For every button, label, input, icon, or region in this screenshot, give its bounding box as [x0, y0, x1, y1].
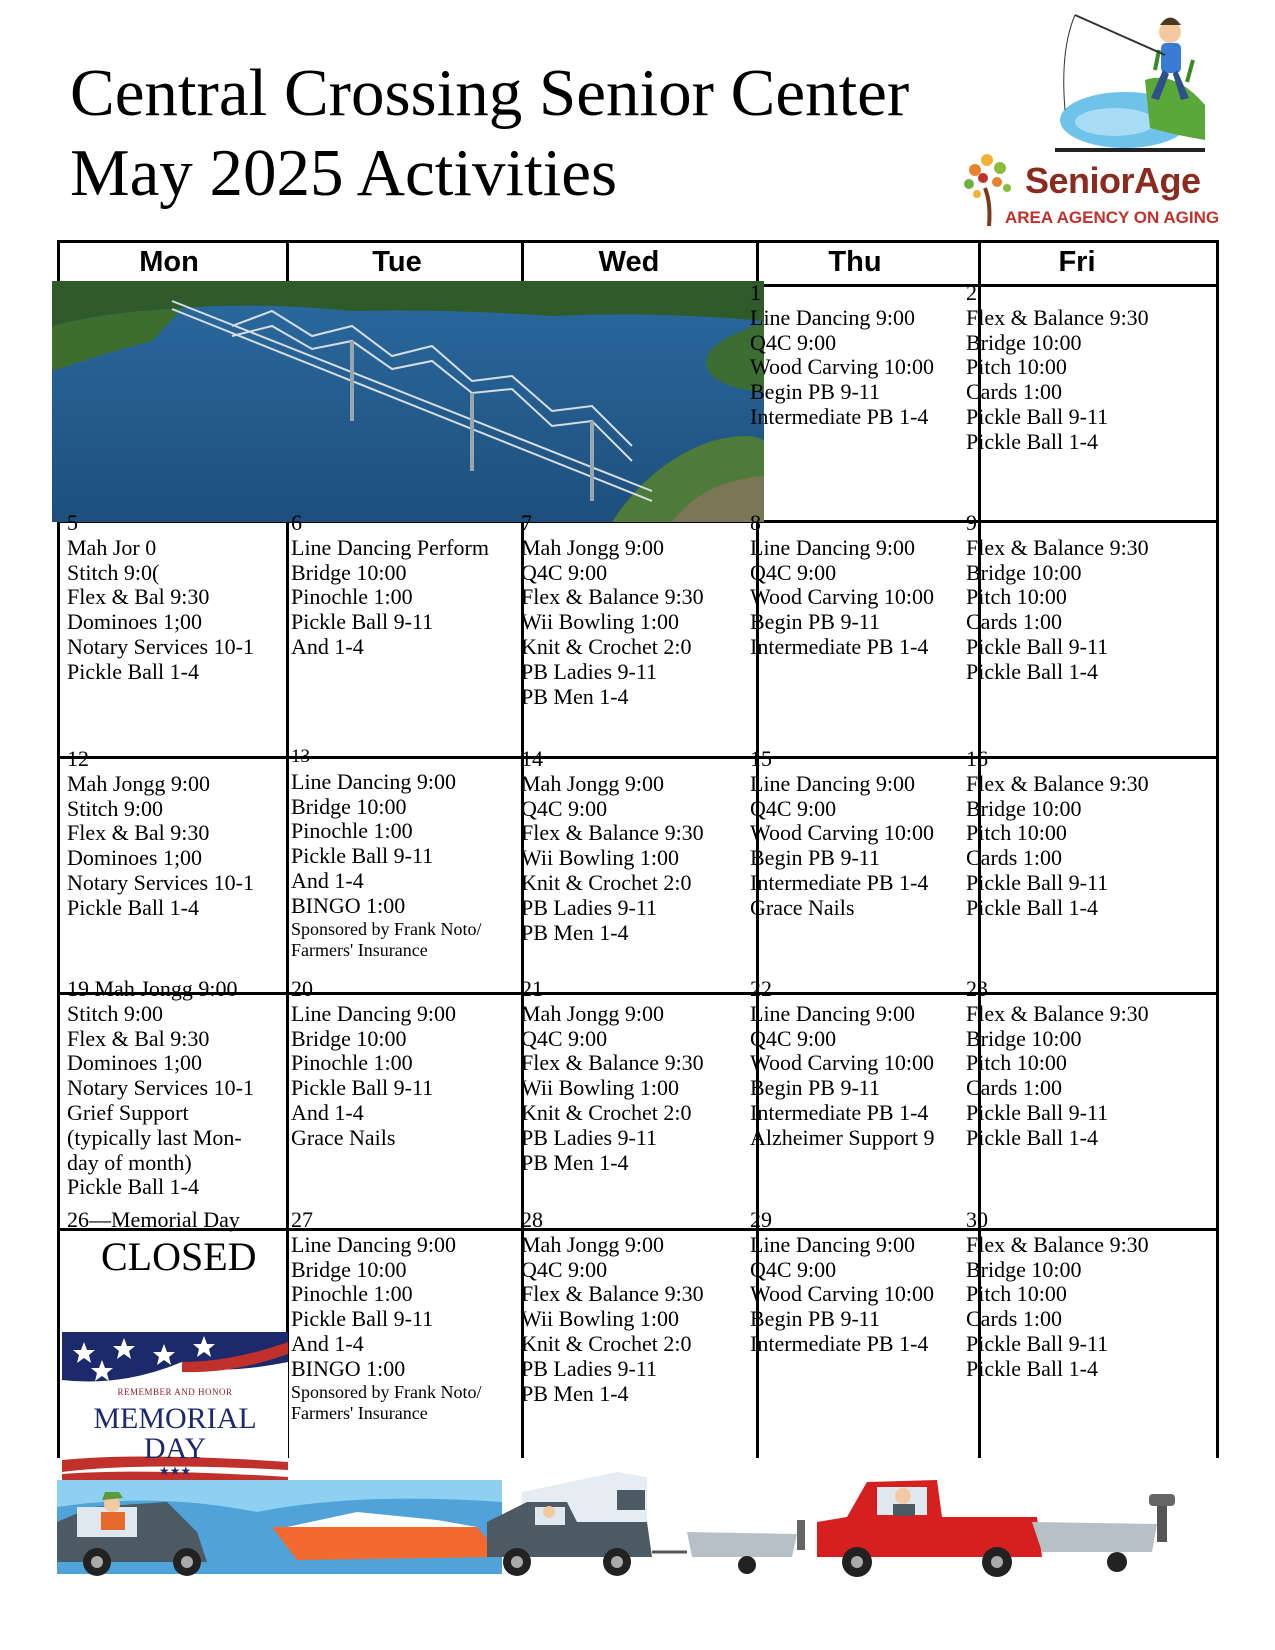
activity-item: Wood Carving 10:00 — [750, 820, 934, 846]
activity-item: PB Ladies 9-11 — [521, 1355, 658, 1381]
day-number: 15 — [750, 747, 772, 771]
activity-item: Notary Services 10-1 — [67, 633, 254, 659]
activity-item: PB Men 1-4 — [521, 683, 629, 709]
day-header-wed: Wed — [598, 246, 660, 278]
activity-item: BINGO 1:00 — [291, 1355, 406, 1381]
activity-item: Q4C 9:00 — [521, 559, 608, 585]
grid-line — [1216, 240, 1219, 1458]
day-cell-23 — [966, 977, 1149, 1151]
day-cell-22 — [750, 977, 946, 1151]
activity-item: Pinochle 1:00 — [291, 1281, 413, 1307]
day-number: 13 — [291, 746, 310, 767]
activity-item: 19 Mah Jongg 9:00 — [67, 977, 238, 1001]
activity-item: Pickle Ball 1-4 — [966, 428, 1098, 454]
day-cell-2 — [966, 281, 1149, 455]
activity-item: Wood Carving 10:00 — [750, 354, 934, 380]
day-number: 9 — [966, 511, 977, 535]
activity-item: Wii Bowling 1:00 — [521, 845, 680, 871]
activity-item: Grace Nails — [291, 1124, 396, 1150]
day-number: 28 — [521, 1208, 543, 1232]
activity-item: Dominoes 1;00 — [67, 609, 203, 635]
activity-item: Pickle Ball 9-11 — [291, 1306, 434, 1332]
activity-item: Alzheimer Support 9 — [750, 1124, 935, 1150]
activity-item: Begin PB 9-11 — [750, 1075, 880, 1101]
day-cell-13 — [291, 745, 482, 961]
activity-item: Intermediate PB 1-4 — [750, 1099, 929, 1125]
day-cell-9 — [966, 511, 1149, 685]
activity-item: Dominoes 1;00 — [67, 1050, 203, 1076]
activity-item: Grace Nails — [750, 894, 855, 920]
activity-item: Pinochle 1:00 — [291, 584, 413, 610]
activity-item: Notary Services 10-1 — [67, 1075, 254, 1101]
activity-item: Line Dancing 9:00 — [291, 768, 456, 794]
day-cell-12 — [67, 747, 254, 921]
day-cell-30 — [966, 1208, 1149, 1382]
memorial-line-1: MEMORIAL — [93, 1402, 257, 1435]
day-number: 6 — [291, 511, 302, 535]
activity-item: Stitch 9:00 — [67, 795, 163, 821]
activity-item: Flex & Balance 9:30 — [966, 1000, 1149, 1026]
activity-item: Q4C 9:00 — [750, 329, 837, 355]
day-number: 20 — [291, 977, 313, 1001]
activity-item: Cards 1:00 — [966, 609, 1062, 635]
activity-item: Flex & Balance 9:30 — [521, 584, 704, 610]
activity-item: Pickle Ball 1-4 — [966, 894, 1098, 920]
page-title-line-2: May 2025 Activities — [70, 136, 618, 210]
activity-item: Line Dancing 9:00 — [750, 1231, 915, 1257]
activity-item: Pickle Ball 9-11 — [966, 633, 1109, 659]
activity-item: Pickle Ball 1-4 — [966, 658, 1098, 684]
activity-item: Flex & Balance 9:30 — [966, 304, 1149, 330]
activity-item: Flex & Balance 9:30 — [521, 820, 704, 846]
activity-item: Line Dancing 9:00 — [750, 1000, 915, 1026]
activity-item: Knit & Crochet 2:0 — [521, 633, 692, 659]
activity-item: Pickle Ball 1-4 — [67, 1174, 199, 1200]
activity-item: PB Ladies 9-11 — [521, 1124, 658, 1150]
activity-item: Q4C 9:00 — [521, 1256, 608, 1282]
activity-item: Wood Carving 10:00 — [750, 584, 934, 610]
activity-item: Notary Services 10-1 — [67, 869, 254, 895]
memorial-stars: ★★★ — [158, 1464, 192, 1478]
day-cell-27 — [291, 1208, 482, 1424]
day-number: 22 — [750, 977, 772, 1001]
activity-item: Bridge 10:00 — [966, 795, 1082, 821]
activity-item: Pinochle 1:00 — [291, 818, 413, 844]
day-cell-19 — [67, 977, 254, 1200]
activity-item: Flex & Balance 9:30 — [966, 1231, 1149, 1257]
activity-item: Pickle Ball 9-11 — [291, 1075, 434, 1101]
day-header-fri: Fri — [1058, 246, 1096, 278]
activity-item: PB Ladies 9-11 — [521, 658, 658, 684]
activity-item: Pickle Ball 9-11 — [966, 869, 1109, 895]
activity-item: PB Men 1-4 — [521, 1380, 629, 1406]
activity-item: Wii Bowling 1:00 — [521, 609, 680, 635]
activity-item: Line Dancing 9:00 — [750, 534, 915, 560]
activity-item: Mah Jongg 9:00 — [521, 534, 664, 560]
day-cell-5 — [67, 511, 287, 685]
day-cell-8 — [750, 511, 934, 660]
day-number: 21 — [521, 977, 543, 1001]
activity-item: Flex & Bal 9:30 — [67, 584, 210, 610]
activity-item: Line Dancing Perform — [291, 534, 489, 560]
activity-item: Line Dancing 9:00 — [750, 770, 915, 796]
day-cell-26 — [67, 1208, 257, 1281]
day-cell-28 — [521, 1208, 704, 1406]
vehicles-clipart — [57, 1462, 1227, 1582]
activity-item: Bridge 10:00 — [966, 329, 1082, 355]
activity-item: (typically last Mon- — [67, 1124, 242, 1150]
activity-item: And 1-4 — [291, 1330, 364, 1356]
activity-item: And 1-4 — [291, 1099, 364, 1125]
activity-item: Wii Bowling 1:00 — [521, 1306, 680, 1332]
day-header-tue: Tue — [372, 246, 422, 278]
sponsor-note: Sponsored by Frank Noto/ — [291, 918, 482, 939]
logo-subtitle: AREA AGENCY ON AGING — [1005, 208, 1220, 227]
activity-item: Pinochle 1:00 — [291, 1050, 413, 1076]
day-header-mon: Mon — [139, 246, 199, 278]
activity-item: Flex & Balance 9:30 — [966, 770, 1149, 796]
activity-item: Pickle Ball 1-4 — [966, 1355, 1098, 1381]
activity-item: Bridge 10:00 — [966, 1256, 1082, 1282]
logo-name: SeniorAge — [1025, 160, 1201, 201]
activity-item: Line Dancing 9:00 — [291, 1231, 456, 1257]
activity-item: day of month) — [67, 1149, 192, 1175]
activity-item: Pickle Ball 9-11 — [966, 1330, 1109, 1356]
memorial-day-graphic — [62, 1332, 288, 1482]
activity-item: Pitch 10:00 — [966, 1281, 1067, 1307]
activity-item: Wood Carving 10:00 — [750, 1050, 934, 1076]
activity-item: Knit & Crochet 2:0 — [521, 1099, 692, 1125]
activity-item: And 1-4 — [291, 867, 364, 893]
day-number: 16 — [966, 747, 988, 771]
activity-item: Mah Jongg 9:00 — [521, 1000, 664, 1026]
day-number: 5 — [67, 511, 78, 535]
activity-item: Q4C 9:00 — [750, 1025, 837, 1051]
activity-item: Bridge 10:00 — [291, 1256, 407, 1282]
activity-item: Bridge 10:00 — [966, 559, 1082, 585]
activity-item: PB Men 1-4 — [521, 919, 629, 945]
activity-item: Flex & Balance 9:30 — [966, 534, 1149, 560]
day-cell-29 — [750, 1208, 934, 1357]
activity-item: Flex & Balance 9:30 — [521, 1050, 704, 1076]
activity-item: Mah Jongg 9:00 — [521, 770, 664, 796]
activity-item: Flex & Bal 9:30 — [67, 820, 210, 846]
memorial-line-2: DAY — [143, 1432, 207, 1465]
activity-item: Bridge 10:00 — [291, 559, 407, 585]
activity-item: Pitch 10:00 — [966, 354, 1067, 380]
day-cell-21 — [521, 977, 704, 1175]
closed-label: CLOSED — [101, 1233, 257, 1279]
day-number: 7 — [521, 511, 532, 535]
activity-item: Q4C 9:00 — [750, 1256, 837, 1282]
activity-item: Intermediate PB 1-4 — [750, 633, 929, 659]
day-number: 8 — [750, 511, 761, 535]
activity-item: Cards 1:00 — [966, 379, 1062, 405]
day-number: 14 — [521, 747, 543, 771]
day-cell-6 — [291, 511, 516, 660]
activity-item: Q4C 9:00 — [521, 1025, 608, 1051]
activity-item: And 1-4 — [291, 633, 364, 659]
activity-item: Wood Carving 10:00 — [750, 1281, 934, 1307]
activity-item: Knit & Crochet 2:0 — [521, 1330, 692, 1356]
activity-item: Begin PB 9-11 — [750, 845, 880, 871]
activity-item: Cards 1:00 — [966, 1075, 1062, 1101]
activity-item: Pitch 10:00 — [966, 820, 1067, 846]
day-number: 29 — [750, 1208, 772, 1232]
activity-item: Intermediate PB 1-4 — [750, 869, 929, 895]
activity-item: Bridge 10:00 — [291, 793, 407, 819]
day-number: 23 — [966, 977, 988, 1001]
activity-item: Line Dancing 9:00 — [750, 304, 915, 330]
activity-item: Cards 1:00 — [966, 1306, 1062, 1332]
activity-item: Cards 1:00 — [966, 845, 1062, 871]
activity-item: Bridge 10:00 — [966, 1025, 1082, 1051]
day-cell-15 — [750, 747, 934, 921]
day-number: 27 — [291, 1208, 313, 1232]
day-cell-16 — [966, 747, 1149, 921]
activity-item: Q4C 9:00 — [750, 795, 837, 821]
day-cell-1 — [750, 281, 934, 430]
activity-item: Q4C 9:00 — [521, 795, 608, 821]
sponsor-note: Farmers' Insurance — [291, 939, 428, 960]
activity-item: Begin PB 9-11 — [750, 379, 880, 405]
day-number: 12 — [67, 747, 89, 771]
activity-item: Pickle Ball 9-11 — [966, 403, 1109, 429]
day-cell-7 — [521, 511, 746, 709]
activity-item: Begin PB 9-11 — [750, 609, 880, 635]
activity-item: Mah Jongg 9:00 — [521, 1231, 664, 1257]
bridge-lake-photo — [52, 281, 764, 522]
holiday-label: 26—Memorial Day — [67, 1208, 240, 1232]
activity-item: PB Men 1-4 — [521, 1149, 629, 1175]
activity-item: Flex & Bal 9:30 — [67, 1025, 210, 1051]
day-cell-14 — [521, 747, 704, 945]
seniorage-logo — [955, 148, 1220, 233]
activity-item: Stitch 9:00 — [67, 1000, 163, 1026]
sponsor-note: Farmers' Insurance — [291, 1402, 428, 1423]
day-number: 1 — [750, 281, 761, 305]
activity-item: Q4C 9:00 — [750, 559, 837, 585]
fisherman-clipart — [1055, 10, 1215, 160]
activity-item: Stitch 9:0( — [67, 559, 160, 585]
activity-item: Bridge 10:00 — [291, 1025, 407, 1051]
activity-item: Pickle Ball 9-11 — [966, 1099, 1109, 1125]
sponsor-note: Sponsored by Frank Noto/ — [291, 1381, 482, 1402]
activity-item: Begin PB 9-11 — [750, 1306, 880, 1332]
activity-item: PB Ladies 9-11 — [521, 894, 658, 920]
memorial-tagline: REMEMBER AND HONOR — [117, 1387, 233, 1397]
grid-line — [57, 240, 1219, 243]
day-cell-20 — [291, 977, 456, 1151]
day-header-thu: Thu — [828, 246, 882, 278]
activity-item: Grief Support — [67, 1099, 189, 1125]
activity-item: Pickle Ball 1-4 — [67, 894, 199, 920]
activity-item: Line Dancing 9:00 — [291, 1000, 456, 1026]
day-number: 2 — [966, 281, 977, 305]
activity-item: Pickle Ball 9-11 — [291, 609, 434, 635]
activity-item: Pickle Ball 9-11 — [291, 843, 434, 869]
activity-item: Wii Bowling 1:00 — [521, 1075, 680, 1101]
activity-item: Knit & Crochet 2:0 — [521, 869, 692, 895]
activity-item: Intermediate PB 1-4 — [750, 403, 929, 429]
activity-item: Pitch 10:00 — [966, 584, 1067, 610]
page-title-line-1: Central Crossing Senior Center — [70, 56, 910, 130]
activity-item: BINGO 1:00 — [291, 892, 406, 918]
activity-item: Dominoes 1;00 — [67, 845, 203, 871]
activity-item: Intermediate PB 1-4 — [750, 1330, 929, 1356]
activity-item: Pitch 10:00 — [966, 1050, 1067, 1076]
day-number: 30 — [966, 1208, 988, 1232]
activity-item: Pickle Ball 1-4 — [67, 658, 199, 684]
activity-item: Pickle Ball 1-4 — [966, 1124, 1098, 1150]
activity-item: Flex & Balance 9:30 — [521, 1281, 704, 1307]
activity-item: Mah Jor 0 — [67, 534, 157, 560]
activity-item: Mah Jongg 9:00 — [67, 770, 210, 796]
